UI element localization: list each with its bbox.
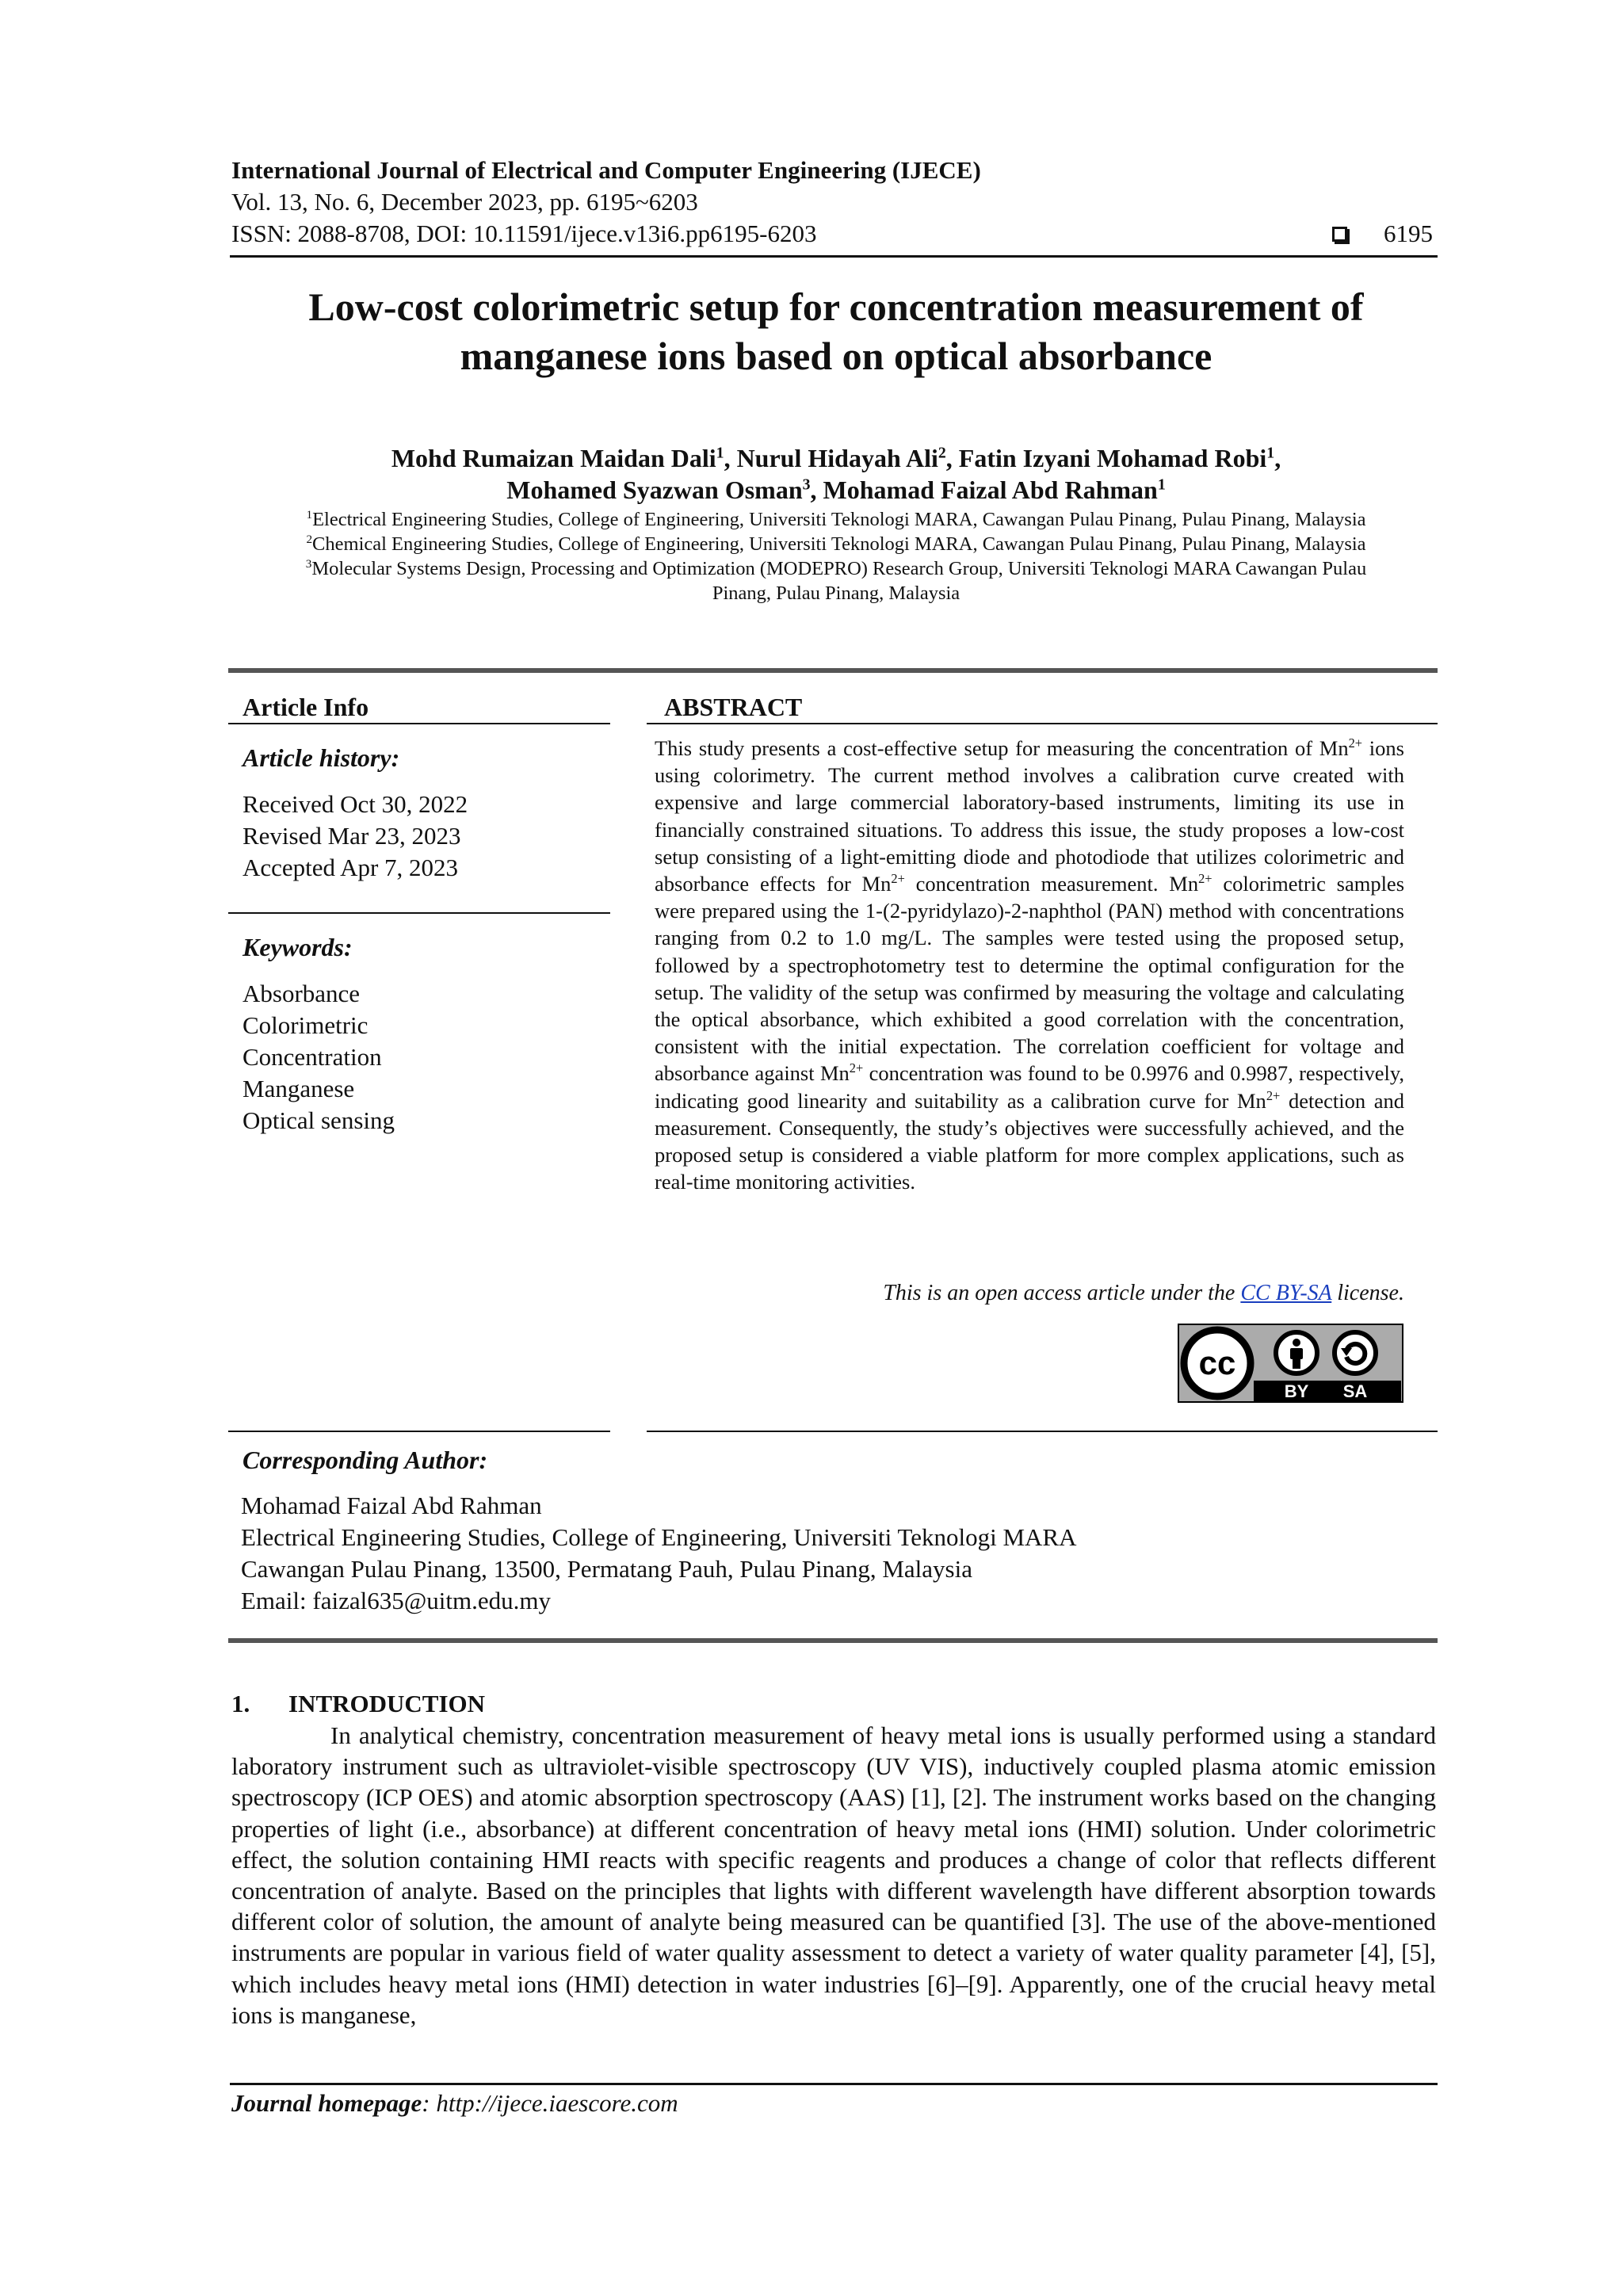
abstract-text-part: detection and measurement. Consequently, the study’s objectives were successfully achieved, and the proposed setup is considered a viable platform for more complex applications, such as real-time monitoring activities. [655, 1088, 1404, 1194]
license-suffix: license. [1331, 1281, 1404, 1305]
share-alike-icon [1335, 1332, 1376, 1373]
page-number-group [1332, 218, 1436, 250]
author-line-1 [190, 442, 1482, 474]
info-box-top-rule [228, 668, 1438, 673]
author-name: Nurul Hidayah Ali [736, 444, 938, 472]
abstract-superscript: 2+ [849, 1060, 864, 1076]
affiliation-line [190, 532, 1482, 556]
author-affiliation-mark: 1 [1266, 444, 1275, 462]
affiliation-number: 2 [306, 532, 313, 546]
keyword-item: Absorbance [242, 980, 361, 1007]
paper-title [190, 282, 1482, 380]
license-statement [655, 1279, 1404, 1308]
abstract-text-part: concentration was found to be 0.9976 and 0.9987, respectively, indicating good linearity and suitability as a calibration curve for Mn [655, 1061, 1405, 1113]
homepage-url[interactable]: : http://ijece.iaescore.com [422, 2089, 678, 2117]
abstract-superscript: 2+ [1198, 871, 1212, 887]
author-list [190, 442, 1482, 506]
author-name: Mohamed Syazwan Osman [506, 476, 803, 504]
page-number: 6195 [1384, 220, 1433, 247]
abstract-superscript: 2+ [891, 871, 905, 887]
affiliation-number: 3 [305, 556, 312, 571]
author-affiliation-mark: 3 [802, 476, 811, 494]
author-separator: , [810, 476, 823, 504]
author-separator: , [724, 444, 737, 472]
author-name: Fatin Izyani Mohamad Robi [958, 444, 1267, 472]
abstract-text-part: This study presents a cost-effective setup for measuring the concentration of Mn [655, 736, 1349, 760]
affiliation-text: Electrical Engineering Studies, College of Engineering, Universiti Teknologi MARA, Cawangan Pulau Pinang, Pulau Pinang, Malaysia [312, 509, 1366, 530]
journal-homepage [231, 2088, 678, 2119]
section-title: INTRODUCTION [288, 1690, 486, 1717]
journal-issn: ISSN: 2088-8708, DOI: 10.11591/ijece.v13i6.pp6195-6203 [231, 220, 817, 247]
affiliation-text: Chemical Engineering Studies, College of Engineering, Universiti Teknologi MARA, Cawangan Pulau Pinang, Pulau Pinang, Malaysia [312, 533, 1366, 555]
corresponding-email: Email: faizal635@uitm.edu.my [241, 1587, 551, 1614]
article-history-heading: Article history: [242, 743, 400, 772]
corresponding-address: Cawangan Pulau Pinang, 13500, Permatang Pauh, Pulau Pinang, Malaysia [241, 1555, 972, 1583]
footer-rule [230, 2083, 1438, 2085]
badge-sa: SA [1342, 1381, 1368, 1401]
article-info-rule [228, 723, 610, 724]
author-separator: , [1274, 444, 1281, 472]
abstract-bottom-rule [647, 1431, 1438, 1432]
cc-by-sa-link[interactable]: CC BY-SA [1240, 1281, 1332, 1305]
introduction-paragraph: In analytical chemistry, concentration measurement of heavy metal ions is usually performed using a standard laboratory instrument such as ultraviolet-visible spectroscopy (UV VIS), inductively coupled plasma atomic emission spectroscopy (ICP OES) and atomic absorption spectroscopy (AAS) [1], [2]. The instrument works based on the changing properties of light (i.e., absorbance) at different concentration of heavy metal ions (HMI) solution. Under colorimetric effect, the solution containing HMI reacts with specific reagents and produces a change of color that reflects different concentration of analyte. Based on the principles that lights with different wavelength have different absorption towards different color of solution, the amount of analyte being measured can be quantified [3]. The use of the above-mentioned instruments are popular in various field of water quality assessment to detect a variety of water quality parameter [4], [5], which includes heavy metal ions (HMI) detection in water industries [6]–[9]. Apparently, one of the crucial heavy metal ions is manganese, [231, 1721, 1436, 2029]
keyword-item: Concentration [242, 1043, 382, 1071]
abstract-rule [647, 723, 1438, 724]
affiliation-line [190, 556, 1482, 581]
author-separator: , [945, 444, 959, 472]
abstract-text-part: concentration measurement. Mn [904, 872, 1199, 896]
affiliation-text: Pinang, Pulau Pinang, Malaysia [712, 583, 960, 604]
history-rule [228, 912, 610, 914]
journal-name: International Journal of Electrical and Computer Engineering (IJECE) [231, 156, 981, 184]
affiliations [190, 507, 1482, 606]
title-line-2: manganese ions based on optical absorbance [460, 334, 1212, 378]
keyword-item: Manganese [242, 1075, 355, 1102]
cc-icon [1184, 1330, 1251, 1396]
affiliation-line [190, 507, 1482, 532]
keyword-item: Optical sensing [242, 1106, 395, 1134]
journal-header [231, 155, 1436, 250]
author-line-2 [190, 474, 1482, 506]
affiliation-text: Molecular Systems Design, Processing and Optimization (MODEPRO) Research Group, Universiti Teknologi MARA Cawangan Pulau [311, 558, 1367, 579]
corresponding-affiliation: Electrical Engineering Studies, College of Engineering, Universiti Teknologi MARA [241, 1523, 1077, 1551]
introduction-heading [231, 1688, 485, 1720]
section-number: 1. [231, 1690, 250, 1717]
author-affiliation-mark: 1 [716, 444, 724, 462]
author-name: Mohamad Faizal Abd Rahman [823, 476, 1158, 504]
square-icon [1332, 227, 1347, 242]
abstract-superscript: 2+ [1348, 735, 1363, 751]
keywords-list [242, 978, 395, 1137]
author-name: Mohd Rumaizan Maidan Dali [391, 444, 716, 472]
affiliation-line [190, 581, 1482, 606]
abstract-heading: ABSTRACT [664, 693, 803, 721]
license-prefix: This is an open access article under the [883, 1281, 1241, 1305]
history-received: Received Oct 30, 2022 [242, 790, 468, 818]
affiliation-number: 1 [306, 507, 313, 521]
issn-row [231, 218, 1436, 250]
keyword-item: Colorimetric [242, 1011, 369, 1039]
cc-text: cc [1198, 1344, 1236, 1381]
info-bottom-rule [228, 1431, 610, 1432]
history-accepted: Accepted Apr 7, 2023 [242, 854, 459, 881]
person-icon [1276, 1332, 1317, 1373]
corresponding-author-heading: Corresponding Author: [242, 1446, 488, 1474]
info-box-bottom-rule [228, 1638, 1438, 1643]
article-info-heading: Article Info [242, 693, 369, 721]
badge-by: BY [1284, 1381, 1309, 1401]
title-line-1: Low-cost colorimetric setup for concentration measurement of [308, 285, 1364, 329]
corresponding-name: Mohamad Faizal Abd Rahman [241, 1492, 542, 1519]
article-history-list [242, 789, 468, 884]
keywords-heading: Keywords: [242, 933, 353, 961]
header-rule [230, 255, 1438, 258]
homepage-label: Journal homepage [231, 2089, 422, 2117]
author-affiliation-mark: 1 [1157, 476, 1166, 494]
abstract-text [655, 735, 1404, 1195]
cc-by-sa-badge[interactable] [1178, 1324, 1403, 1403]
journal-volume: Vol. 13, No. 6, December 2023, pp. 6195~6203 [231, 188, 698, 216]
abstract-text-part: ions using colorimetry. The current method involves a calibration curve created with expensive and large commercial laboratory-based instruments, limiting its use in financially constrained situations. To address this issue, the study proposes a low-cost setup consisting of a light-emitting diode and photodiode that utilizes colorimetric and absorbance effects for Mn [655, 736, 1404, 896]
abstract-text-part: colorimetric samples were prepared using the 1-(2-pyridylazo)-2-naphthol (PAN) method with concentrations ranging from 0.2 to 1.0 mg/L. The samples were tested using the proposed setup, followed by a spectrophotometry test to determine the optimal configuration for the setup. The validity of the setup was confirmed by measuring the voltage and calculating the optical absorbance, which exhibited a good correlation with the concentration, consistent with the initial expectation. The correlation coefficient for voltage and absorbance against Mn [655, 872, 1405, 1086]
history-revised: Revised Mar 23, 2023 [242, 822, 461, 850]
corresponding-author-details [241, 1490, 1414, 1617]
author-affiliation-mark: 2 [938, 444, 946, 462]
abstract-superscript: 2+ [1266, 1087, 1281, 1103]
